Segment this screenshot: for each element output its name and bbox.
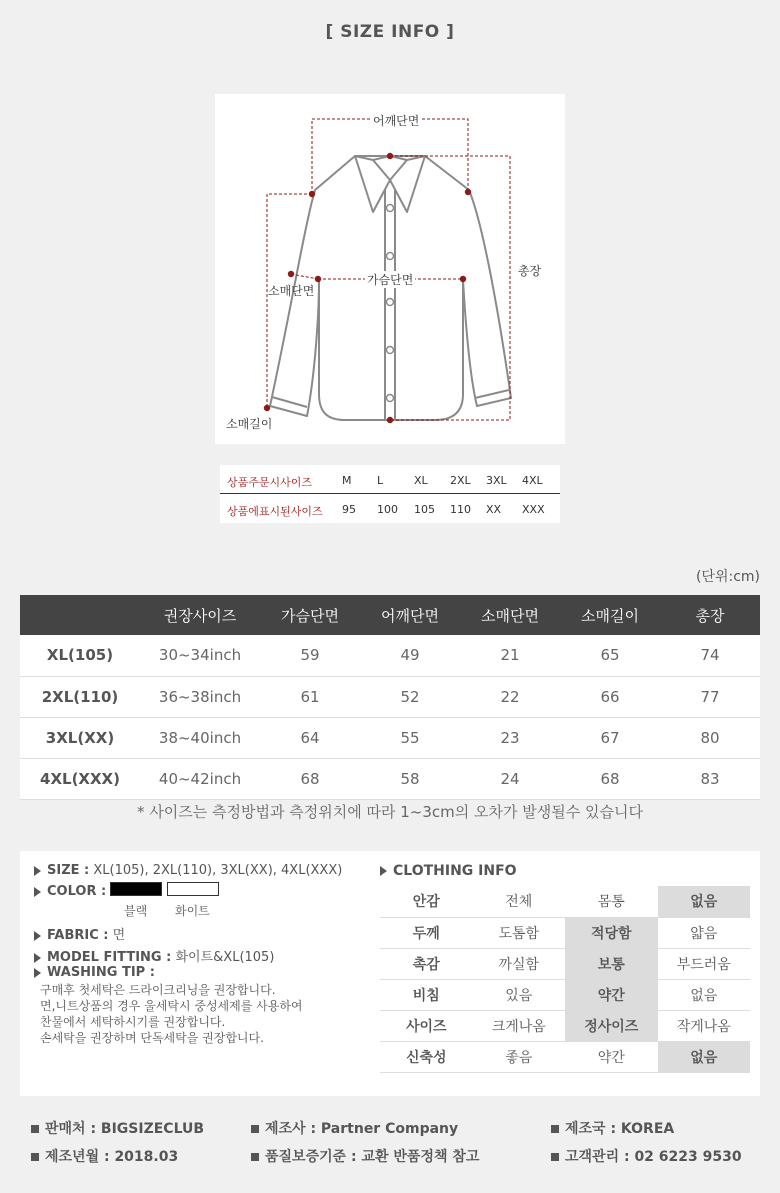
total-length-label: 총장 (518, 264, 542, 278)
clothing-info-option-selected: 정사이즈 (565, 1010, 658, 1041)
table-cell: 68 (560, 758, 660, 799)
clothing-info-title: CLOTHING INFO (380, 863, 750, 879)
clothing-info-option: 몸통 (565, 886, 658, 917)
table-cell: 67 (560, 717, 660, 758)
table-cell: 59 (260, 635, 360, 676)
clothing-info-option: 부드러움 (658, 948, 751, 979)
washing-line: 찬물에서 세탁하시기를 권장합니다. (40, 1015, 226, 1029)
color-name-black: 블랙 (124, 904, 148, 918)
table-cell: 58 (360, 758, 460, 799)
clothing-info-label: 두께 (380, 917, 473, 948)
size-info (34, 863, 342, 878)
clothing-info-option-selected: 없음 (658, 1041, 751, 1072)
sleeve-length-label: 소매길이 (226, 417, 273, 431)
clothing-info-label: 사이즈 (380, 1010, 473, 1041)
table-cell: 61 (260, 676, 360, 717)
clothing-info-row (380, 886, 750, 917)
clothing-info-row (380, 1041, 750, 1072)
chest-label: 가슴단면 (367, 273, 414, 287)
triangle-right-icon (34, 953, 41, 963)
table-row (20, 758, 760, 799)
column-header: 가슴단면 (260, 595, 360, 635)
order-size-label: 상품주문시사이즈 (227, 476, 313, 489)
table-row (20, 717, 760, 758)
order-size: XL (414, 474, 428, 487)
display-size-label: 상품에표시된사이즈 (227, 505, 323, 518)
table-cell: 36~38inch (140, 676, 260, 717)
sleeve-width-label: 소매단면 (268, 284, 315, 298)
table-cell: 83 (660, 758, 760, 799)
washing-line: 손세탁을 권장하며 단독세탁을 권장합니다. (40, 1031, 264, 1045)
column-header: 소매길이 (560, 595, 660, 635)
color-swatch-black (110, 882, 162, 896)
order-size: M (342, 474, 352, 487)
washing-tip-info (34, 965, 155, 980)
column-header (20, 595, 140, 635)
clothing-info-row (380, 917, 750, 948)
footer-seller: 판매처 : BIGSIZECLUB (31, 1118, 204, 1138)
size-mapping-table (220, 465, 560, 523)
clothing-info-option: 좋음 (473, 1041, 566, 1072)
display-size: 105 (414, 503, 435, 516)
table-cell: 40~42inch (140, 758, 260, 799)
fabric-info (34, 924, 125, 943)
clothing-info-label: 안감 (380, 886, 473, 917)
table-cell: 80 (660, 717, 760, 758)
table-cell: 23 (460, 717, 560, 758)
column-header: 총장 (660, 595, 760, 635)
table-cell: 21 (460, 635, 560, 676)
order-size: 3XL (486, 474, 507, 487)
clothing-info-option: 도톰함 (473, 917, 566, 948)
square-bullet-icon (31, 1153, 39, 1161)
triangle-right-icon (380, 866, 387, 876)
footer-quality: 품질보증기준 : 교환 반품정책 참고 (251, 1146, 479, 1166)
model-fitting-value: 화이트&XL(105) (175, 950, 275, 965)
clothing-info-row (380, 948, 750, 979)
fabric-label: FABRIC : (47, 928, 109, 943)
order-size: 4XL (522, 474, 543, 487)
shirt-measurement-diagram (215, 94, 565, 444)
size-cell: 3XL(XX) (20, 717, 140, 758)
clothing-info-option-selected: 적당함 (565, 917, 658, 948)
model-fitting-label: MODEL FITTING : (47, 950, 172, 965)
table-cell: 22 (460, 676, 560, 717)
table-row (20, 676, 760, 717)
table-cell: 66 (560, 676, 660, 717)
table-cell: 68 (260, 758, 360, 799)
table-cell: 55 (360, 717, 460, 758)
triangle-right-icon (34, 968, 41, 978)
size-table (20, 595, 760, 800)
display-size: XXX (522, 503, 545, 516)
clothing-info-option-selected: 없음 (658, 886, 751, 917)
page-title: [ SIZE INFO ] (325, 22, 455, 42)
display-size: 95 (342, 503, 356, 516)
washing-line: 구매후 첫세탁은 드라이크리닝을 권장합니다. (40, 983, 276, 997)
table-cell: 64 (260, 717, 360, 758)
model-fitting-info (34, 946, 274, 965)
order-size: L (377, 474, 384, 487)
size-info-value: XL(105), 2XL(110), 3XL(XX), 4XL(XXX) (93, 863, 343, 878)
clothing-info-table (380, 886, 750, 1073)
column-header: 권장사이즈 (140, 595, 260, 635)
triangle-right-icon (34, 931, 41, 941)
table-cell: 65 (560, 635, 660, 676)
display-size: 100 (377, 503, 398, 516)
square-bullet-icon (251, 1153, 259, 1161)
clothing-info-label: 신축성 (380, 1041, 473, 1072)
clothing-info-option: 없음 (658, 979, 751, 1010)
order-size-row (220, 465, 560, 494)
triangle-right-icon (34, 866, 41, 876)
color-info (34, 884, 106, 899)
color-info-label: COLOR : (47, 884, 107, 899)
unit-label: (단위:cm) (695, 569, 760, 585)
shirt-illustration (215, 94, 565, 444)
footer-cs: 고객관리 : 02 6223 9530 (551, 1146, 742, 1166)
square-bullet-icon (551, 1125, 559, 1133)
clothing-info-option: 크게나옴 (473, 1010, 566, 1041)
washing-line: 면,니트상품의 경우 울세탁시 중성세제를 사용하여 (40, 999, 303, 1013)
clothing-info-option: 작게나옴 (658, 1010, 751, 1041)
clothing-info-option: 얇음 (658, 917, 751, 948)
display-size-row (220, 494, 560, 523)
triangle-right-icon (34, 887, 41, 897)
footer (0, 1110, 780, 1193)
washing-tip-label: WASHING TIP : (47, 965, 155, 980)
product-info-box (20, 851, 760, 1096)
table-cell: 30~34inch (140, 635, 260, 676)
clothing-info-label: 비침 (380, 979, 473, 1010)
shoulder-label: 어깨단면 (370, 112, 422, 129)
clothing-info-row (380, 979, 750, 1010)
size-info-label: SIZE : (47, 863, 90, 878)
order-size: 2XL (450, 474, 471, 487)
fabric-value: 면 (112, 928, 126, 943)
washing-tip-text (40, 982, 303, 1046)
clothing-info-option: 전체 (473, 886, 566, 917)
square-bullet-icon (551, 1153, 559, 1161)
table-cell: 49 (360, 635, 460, 676)
clothing-info-option: 약간 (565, 1041, 658, 1072)
clothing-info-option-selected: 약간 (565, 979, 658, 1010)
clothing-info-option-selected: 보통 (565, 948, 658, 979)
display-size: XX (486, 503, 502, 516)
clothing-info (380, 863, 750, 1066)
table-cell: 52 (360, 676, 460, 717)
square-bullet-icon (251, 1125, 259, 1133)
measurement-lines (267, 119, 510, 420)
footer-date: 제조년월 : 2018.03 (31, 1146, 178, 1166)
size-cell: XL(105) (20, 635, 140, 676)
clothing-info-option: 있음 (473, 979, 566, 1010)
clothing-info-label: 촉감 (380, 948, 473, 979)
footer-maker: 제조사 : Partner Company (251, 1118, 458, 1138)
size-cell: 4XL(XXX) (20, 758, 140, 799)
size-cell: 2XL(110) (20, 676, 140, 717)
shirt-buttons (387, 205, 394, 402)
clothing-info-row (380, 1010, 750, 1041)
color-swatch-white (167, 882, 219, 896)
square-bullet-icon (31, 1125, 39, 1133)
table-cell: 24 (460, 758, 560, 799)
color-name-white: 화이트 (175, 904, 210, 918)
table-row (20, 635, 760, 676)
table-cell: 77 (660, 676, 760, 717)
footer-country: 제조국 : KOREA (551, 1118, 674, 1138)
table-cell: 38~40inch (140, 717, 260, 758)
column-header: 어깨단면 (360, 595, 460, 635)
column-header: 소매단면 (460, 595, 560, 635)
clothing-info-option: 까실함 (473, 948, 566, 979)
measurement-note: * 사이즈는 측정방법과 측정위치에 따라 1~3cm의 오차가 발생될수 있습니다 (137, 803, 643, 821)
display-size: 110 (450, 503, 471, 516)
size-table-header (20, 595, 760, 635)
table-cell: 74 (660, 635, 760, 676)
